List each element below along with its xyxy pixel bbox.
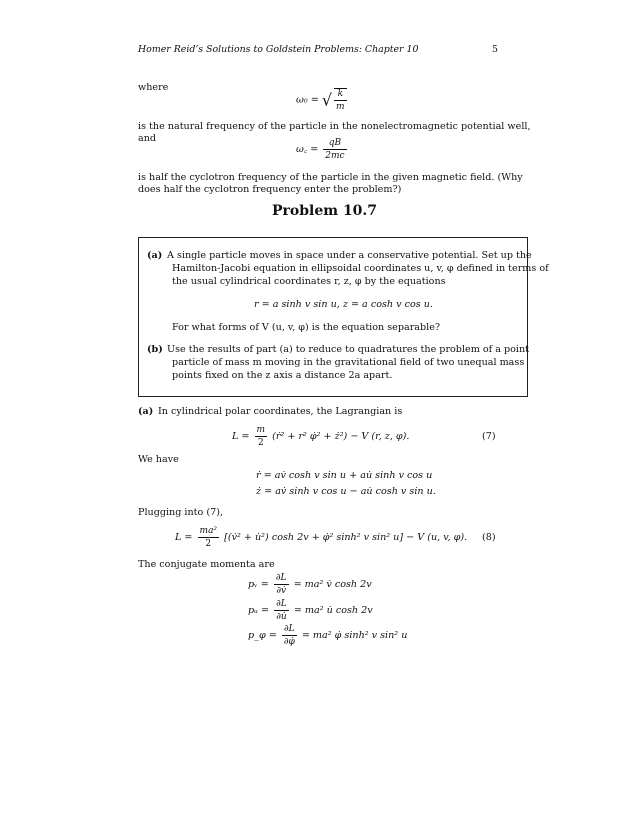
eq8-numerator: ma² [199, 526, 218, 536]
text-we-have: We have [138, 454, 179, 465]
page-number: 5 [492, 44, 498, 55]
eq7-body: (ṙ² + r² φ̇² + ż²) − V (r, z, φ). [272, 431, 410, 442]
pu-lhs: pᵤ = [248, 605, 270, 616]
pphi-denominator: ∂φ̇ [283, 637, 295, 647]
omega0-numerator: k [334, 89, 347, 101]
problem-a-line-2: Hamilton-Jacobi equation in ellipsoidal coordinates u, v, φ defined in terms of [172, 263, 549, 274]
problem-b-line-3: points fixed on the z axis a distance 2a apart. [172, 370, 393, 381]
text-cyclotron-1: is half the cyclotron frequency of the particle in the given magnetic field. (Why [138, 172, 523, 183]
text-where: where [138, 82, 169, 93]
eq7-numerator: m [256, 425, 266, 435]
sqrt-sign: √ [321, 90, 333, 110]
text-natural-frequency: is the natural frequency of the particle in the nonelectromagnetic potential well, [138, 121, 531, 132]
omega0-lhs: ω₀ = [296, 94, 319, 106]
problem-a-line-3: the usual cylindrical coordinates r, z, φ by the equations [172, 276, 446, 287]
eq8-fraction [198, 526, 220, 549]
text-and: and [138, 133, 157, 144]
pv-lhs: pᵥ = [248, 579, 269, 590]
equation-pphi [248, 624, 407, 647]
problem-b-line-2: particle of mass m moving in the gravitational field of two unequal mass [172, 357, 525, 368]
omega0-denominator: m [336, 102, 345, 112]
pv-rhs: = ma² v̇ cosh 2v [293, 579, 372, 590]
text-plugging: Plugging into (7), [138, 507, 223, 518]
text-cyclotron-2: does half the cyclotron frequency enter the problem?) [138, 184, 402, 195]
equation-7 [232, 425, 409, 448]
equation-omegac [296, 138, 349, 161]
problem-heading: Problem 10.7 [272, 203, 378, 219]
equation-zdot: ż = av̇ sinh v cos u − au̇ cosh v sin u. [256, 486, 436, 497]
omegac-numerator: qB [323, 138, 346, 150]
pphi-lhs: p_φ = [248, 630, 277, 641]
eq7-fraction [255, 425, 268, 448]
omegac-denominator: 2mc [325, 151, 345, 161]
eq7-number: (7) [482, 431, 496, 442]
problem-b-line-1: Use the results of part (a) to reduce to quadratures the problem of a point [167, 344, 530, 355]
solution-line-1: In cylindrical polar coordinates, the Lagrangian is [158, 406, 403, 417]
problem-a-line-1: A single particle moves in space under a conservative potential. Set up the [167, 250, 532, 261]
pu-denominator: ∂u̇ [276, 612, 287, 622]
pv-numerator: ∂L [275, 573, 287, 583]
pu-fraction [274, 599, 289, 622]
eq8-number: (8) [482, 532, 496, 543]
equation-rdot: ṙ = av̇ cosh v sin u + au̇ sinh v cos u [256, 470, 433, 481]
running-title: Homer Reid’s Solutions to Goldstein Problems: Chapter 10 [138, 44, 419, 55]
solution-part-a-label: (a) [138, 406, 154, 417]
pphi-numerator: ∂L [282, 624, 297, 636]
pv-denominator: ∂v̇ [276, 586, 287, 596]
equation-pu [248, 599, 373, 622]
omegac-fraction [323, 138, 346, 161]
text-conjugate-momenta: The conjugate momenta are [138, 559, 275, 570]
omegac-lhs: ω꜀ = [296, 144, 319, 155]
eq8-body: [(v̇² + u̇²) cosh 2v + φ̇² sinh² v sin² u] − V (u, v, φ). [224, 532, 468, 543]
pu-rhs: = ma² u̇ cosh 2v [293, 605, 373, 616]
eq7-denominator: 2 [257, 438, 264, 448]
equation-8 [175, 526, 467, 549]
problem-part-a-label: (a) [147, 250, 163, 261]
eq8-lhs: L = [175, 532, 193, 543]
problem-part-b-label: (b) [147, 344, 163, 355]
eq7-lhs: L = [232, 431, 250, 442]
pu-numerator: ∂L [276, 599, 287, 609]
problem-a-equation: r = a sinh v sin u, z = a cosh v cos u. [254, 299, 433, 310]
eq8-denominator: 2 [205, 539, 212, 549]
equation-pv [248, 573, 372, 596]
pphi-fraction [282, 624, 297, 647]
pv-fraction [274, 573, 289, 596]
pphi-rhs: = ma² φ̇ sinh² v sin² u [301, 630, 408, 641]
omega0-fraction [334, 88, 347, 112]
problem-a-line-4: For what forms of V (u, v, φ) is the equation separable? [172, 322, 441, 333]
equation-omega0 [296, 88, 349, 112]
